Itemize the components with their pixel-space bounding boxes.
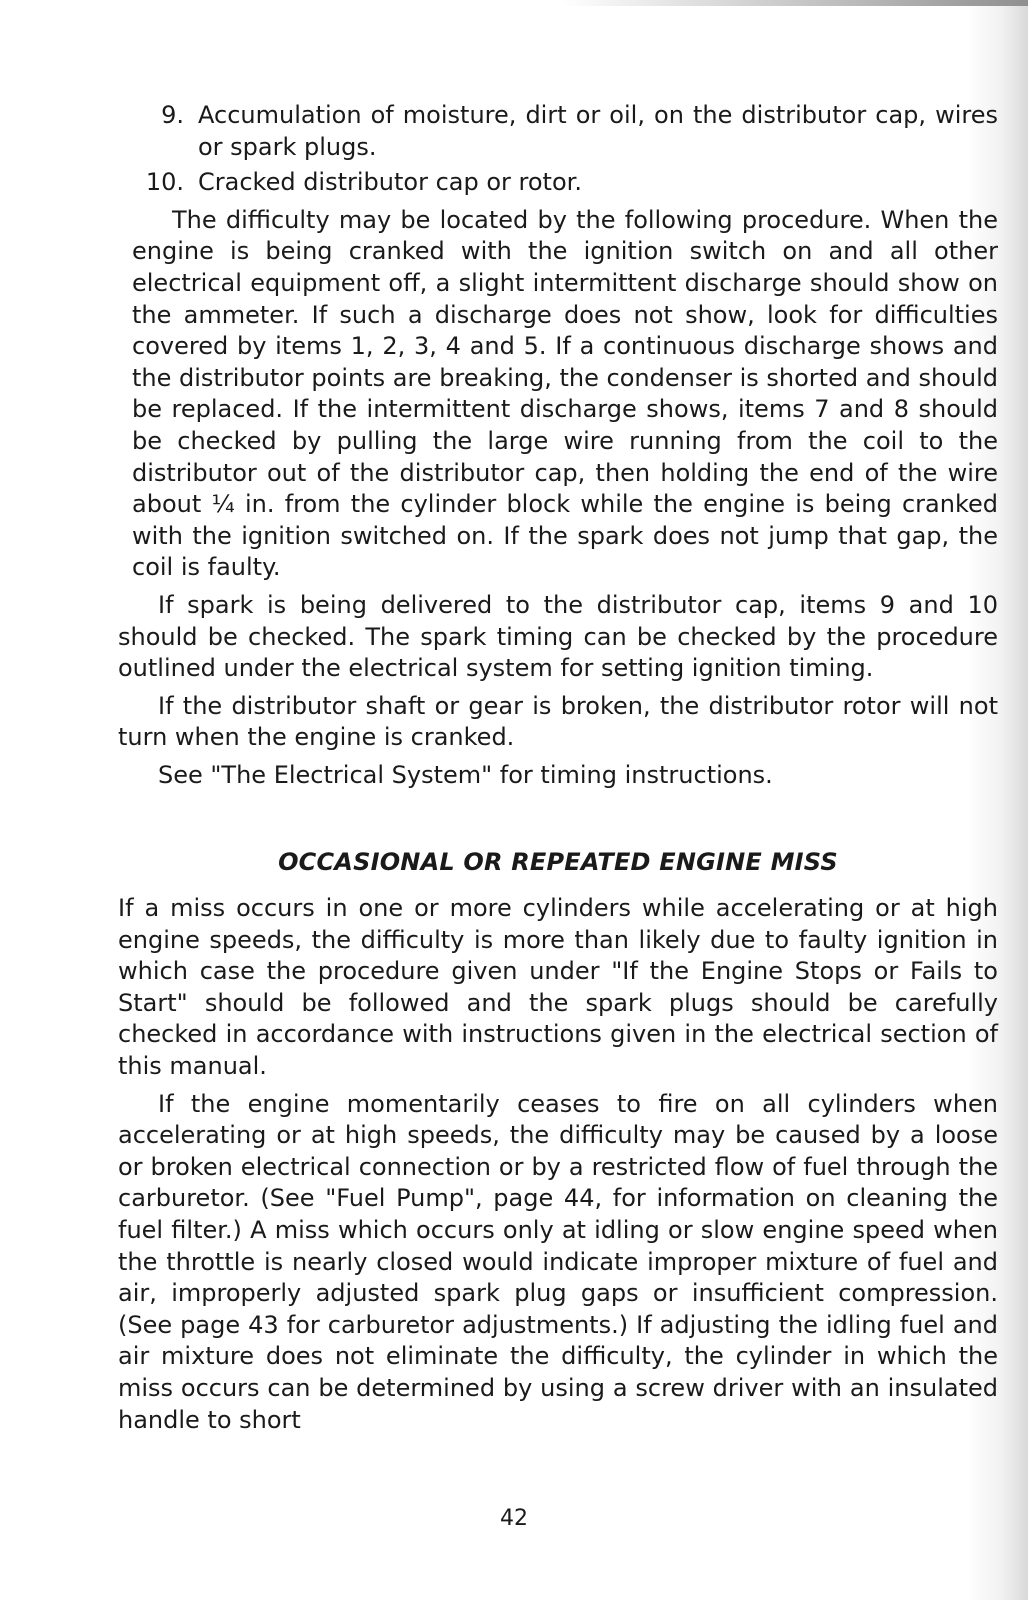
page-edge-shadow	[560, 0, 1028, 6]
list-item-9	[118, 100, 998, 163]
list-text: Cracked distributor cap or rotor.	[198, 168, 582, 197]
paragraph-miss-accelerating: If a miss occurs in one or more cylinders while accelerating or at high engine speeds, the difficulty is more than likely due to faulty ignition in which case the procedure given under "If the Engine Stops or Fails to Start" should be followed and the spark plugs should be carefully checked in accordance with instructions given in the electrical section of this manual.	[118, 894, 998, 1081]
paragraph-spark-delivered: If spark is being delivered to the distributor cap, items 9 and 10 should be checked. The spark timing can be checked by the procedure outlined under the electrical system for setting ignition timing.	[118, 590, 998, 683]
list-number: 9.	[161, 101, 184, 129]
page-number: 42	[500, 1506, 528, 1531]
list-number: 10.	[145, 168, 184, 197]
page-text	[118, 100, 998, 1436]
paragraph-procedure: The difficulty may be located by the following procedure. When the engine is being cranked with the ignition switch on and all other electrical equipment off, a slight intermittent discharge should show on the ammeter. If such a discharge does not show, look for difficulties covered by items 1, 2, 3, 4 and 5. If a continuous discharge shows and the distributor points are breaking, the condenser is shorted and should be replaced. If the intermittent discharge shows, items 7 and 8 should be checked by pulling the large wire running from the coil to the distributor out of the distributor cap, then holding the end of the wire about ¼ in. from the cylinder block while the engine is being cranked with the ignition switched on. If the spark does not jump that gap, the coil is faulty.	[132, 205, 998, 582]
section-heading: OCCASIONAL OR REPEATED ENGINE MISS	[278, 848, 838, 877]
list-text: Accumulation of moisture, dirt or oil, on the distributor cap, wires or spark plugs.	[198, 101, 998, 161]
paragraph-see-electrical: See "The Electrical System" for timing instructions.	[158, 760, 773, 789]
list-item-10	[118, 167, 998, 199]
paragraph-shaft-broken: If the distributor shaft or gear is broken, the distributor rotor will not turn when the engine is cranked.	[118, 691, 998, 752]
paragraph-miss-all-cylinders: If the engine momentarily ceases to fire on all cylinders when accelerating or at high speeds, the difficulty may be caused by a loose or broken electrical connection or by a restricted flow of fuel through the carburetor. (See "Fuel Pump", page 44, for information on cleaning the fuel filter.) A miss which occurs only at idling or slow engine speed when the throttle is nearly closed would indicate improper mixture of fuel and air, improperly adjusted spark plug gaps or insufficient compression. (See page 43 for carburetor adjustments.) If adjusting the idling fuel and air mixture does not eliminate the difficulty, the cylinder in which the miss occurs can be determined by using a screw driver with an insulated handle to short	[118, 1089, 998, 1434]
